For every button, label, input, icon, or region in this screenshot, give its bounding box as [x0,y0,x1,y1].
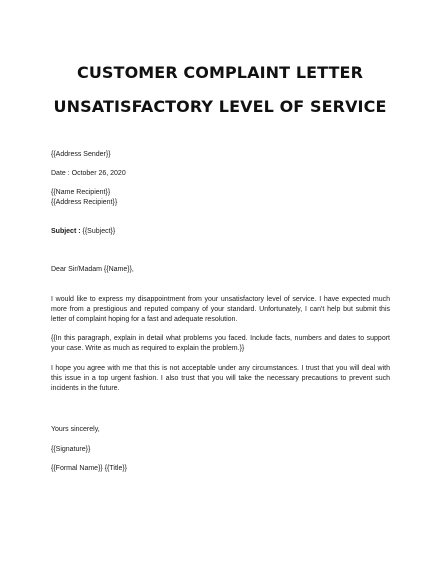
letter-title: CUSTOMER COMPLAINT LETTER [77,63,363,82]
formal-name: {{Formal Name}} {{Title}} [51,465,128,472]
letter-date: Date : October 26, 2020 [51,170,126,177]
body-paragraph: I would like to express my disappointment from your unsatisfactory level of service. I have expected much more from a prestigious and reputed company of your standard. Unfortunately, I can't help but submit this letter of complaint hoping for a fast and adequate resolution. [51,296,390,323]
address-sender: {{Address Sender}} [51,151,111,158]
signature: {{Signature}} [51,446,91,453]
salutation: Dear Sir/Madam {{Name}}, [51,266,134,273]
body-paragraph: {{In this paragraph, explain in detail what problems you faced. Include facts, numbers and dates to support your case. Write as much as required to explain the problem.}} [51,335,390,352]
letter-subtitle: UNSATISFACTORY LEVEL OF SERVICE [53,97,387,116]
subject-value: {{Subject}} [80,228,116,235]
subject-label: Subject : [51,228,81,235]
name-recipient: {{Name Recipient}} [51,189,111,196]
closing: Yours sincerely, [51,426,100,433]
subject-line [51,227,115,236]
address-recipient: {{Address Recipient}} [51,199,118,206]
body-paragraph: I hope you agree with me that this is not acceptable under any circumstances. I trust that you will deal with this issue in a top urgent fashion. I also trust that you will take the necessary precautions to prevent such incidents in the future. [51,365,390,392]
